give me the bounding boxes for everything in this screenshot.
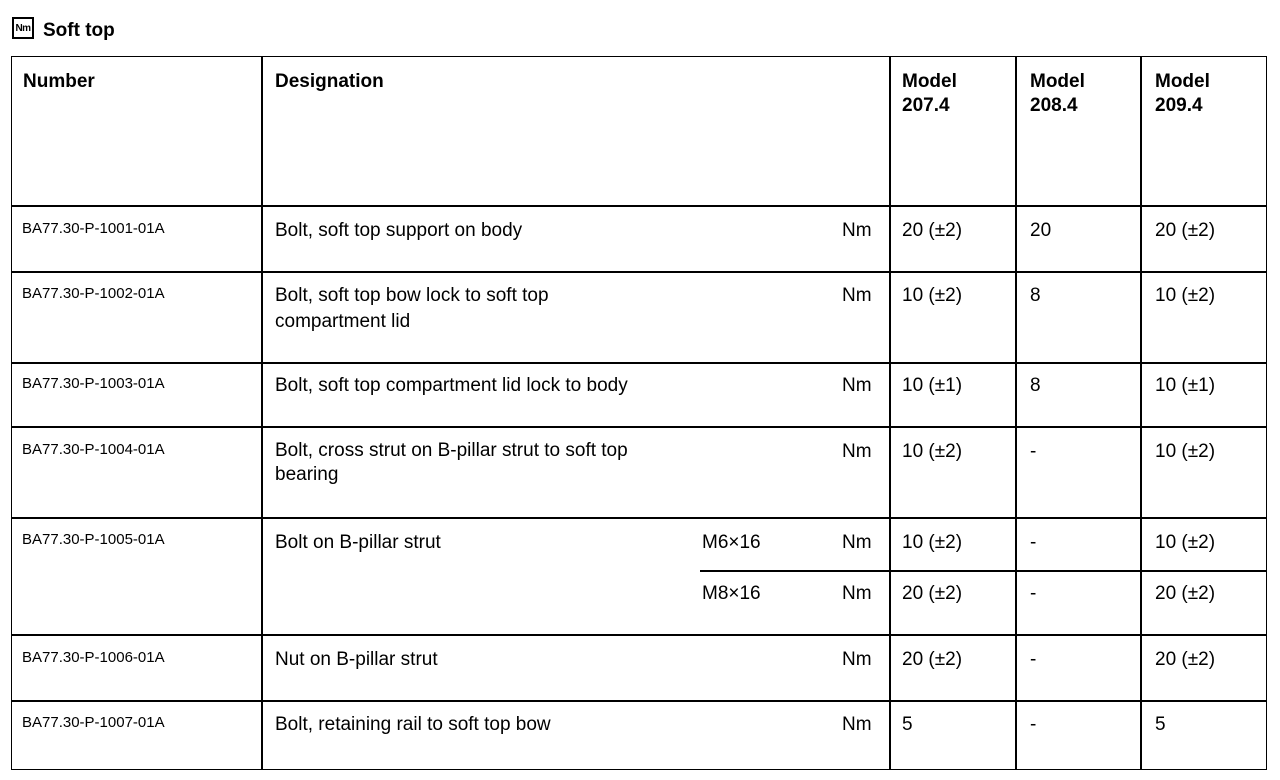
row-model-208: 20 bbox=[1030, 220, 1052, 241]
column-divider bbox=[261, 56, 263, 770]
header-model-209: Model 209.4 bbox=[1155, 71, 1210, 116]
row-model-207: 20 (±2) bbox=[902, 583, 963, 604]
row-model-207: 10 (±2) bbox=[902, 532, 963, 553]
row-number: BA77.30-P-1005-01A bbox=[22, 531, 165, 548]
row-designation: Bolt, soft top bow lock to soft top compartment lid bbox=[275, 285, 549, 332]
row-designation: Bolt on B-pillar strut bbox=[275, 532, 441, 553]
row-designation: Bolt, cross strut on B-pillar strut to soft top bearing bbox=[275, 440, 628, 485]
header-designation: Designation bbox=[275, 71, 384, 92]
row-model-209: 5 bbox=[1155, 714, 1166, 735]
row-number: BA77.30-P-1002-01A bbox=[22, 285, 165, 302]
row-number: BA77.30-P-1006-01A bbox=[22, 649, 165, 666]
row-model-208: 8 bbox=[1030, 375, 1041, 396]
row-designation: Bolt, retaining rail to soft top bow bbox=[275, 714, 551, 735]
row-model-208: - bbox=[1030, 714, 1037, 735]
row-model-208: - bbox=[1030, 441, 1037, 462]
row-divider bbox=[11, 426, 1267, 428]
row-number: BA77.30-P-1004-01A bbox=[22, 441, 165, 458]
row-unit: Nm bbox=[842, 649, 872, 670]
header-model-207: Model 207.4 bbox=[902, 71, 957, 116]
column-divider bbox=[1140, 56, 1142, 770]
row-unit: Nm bbox=[842, 220, 872, 241]
row-model-208: - bbox=[1030, 649, 1037, 670]
row-unit: Nm bbox=[842, 532, 872, 553]
header-model-208: Model 208.4 bbox=[1030, 71, 1085, 116]
row-model-207: 10 (±1) bbox=[902, 375, 963, 396]
row-model-209: 20 (±2) bbox=[1155, 649, 1216, 670]
row-model-209: 10 (±2) bbox=[1155, 285, 1216, 306]
page-header bbox=[12, 14, 115, 42]
row-model-209: 10 (±2) bbox=[1155, 532, 1216, 553]
row-size: M6×16 bbox=[702, 532, 761, 553]
row-size: M8×16 bbox=[702, 583, 761, 604]
row-unit: Nm bbox=[842, 583, 872, 604]
row-model-208: - bbox=[1030, 532, 1037, 553]
row-model-207: 20 (±2) bbox=[902, 649, 963, 670]
row-model-207: 5 bbox=[902, 714, 913, 735]
row-unit: Nm bbox=[842, 375, 872, 396]
row-model-209: 10 (±2) bbox=[1155, 441, 1216, 462]
column-divider bbox=[889, 56, 891, 770]
row-designation: Bolt, soft top compartment lid lock to body bbox=[275, 375, 628, 396]
row-model-209: 10 (±1) bbox=[1155, 375, 1216, 396]
row-model-209: 20 (±2) bbox=[1155, 583, 1216, 604]
row-model-208: - bbox=[1030, 583, 1037, 604]
row-model-207: 10 (±2) bbox=[902, 285, 963, 306]
row-number: BA77.30-P-1003-01A bbox=[22, 375, 165, 392]
row-unit: Nm bbox=[842, 441, 872, 462]
row-model-207: 20 (±2) bbox=[902, 220, 963, 241]
row-divider bbox=[11, 271, 1267, 273]
row-divider bbox=[11, 205, 1267, 207]
row-number: BA77.30-P-1007-01A bbox=[22, 714, 165, 731]
torque-nm-icon: Nm bbox=[12, 17, 34, 39]
row-model-209: 20 (±2) bbox=[1155, 220, 1216, 241]
torque-table bbox=[11, 56, 1267, 770]
row-number: BA77.30-P-1001-01A bbox=[22, 220, 165, 237]
row-designation: Bolt, soft top support on body bbox=[275, 220, 523, 241]
header-number: Number bbox=[23, 71, 95, 92]
row-divider bbox=[11, 700, 1267, 702]
row-model-207: 10 (±2) bbox=[902, 441, 963, 462]
sub-row-divider bbox=[700, 570, 1267, 572]
row-unit: Nm bbox=[842, 285, 872, 306]
row-unit: Nm bbox=[842, 714, 872, 735]
column-divider bbox=[1015, 56, 1017, 770]
page-title: Soft top bbox=[43, 20, 115, 41]
row-model-208: 8 bbox=[1030, 285, 1041, 306]
row-divider bbox=[11, 634, 1267, 636]
row-divider bbox=[11, 517, 1267, 519]
row-divider bbox=[11, 362, 1267, 364]
row-designation: Nut on B-pillar strut bbox=[275, 649, 438, 670]
